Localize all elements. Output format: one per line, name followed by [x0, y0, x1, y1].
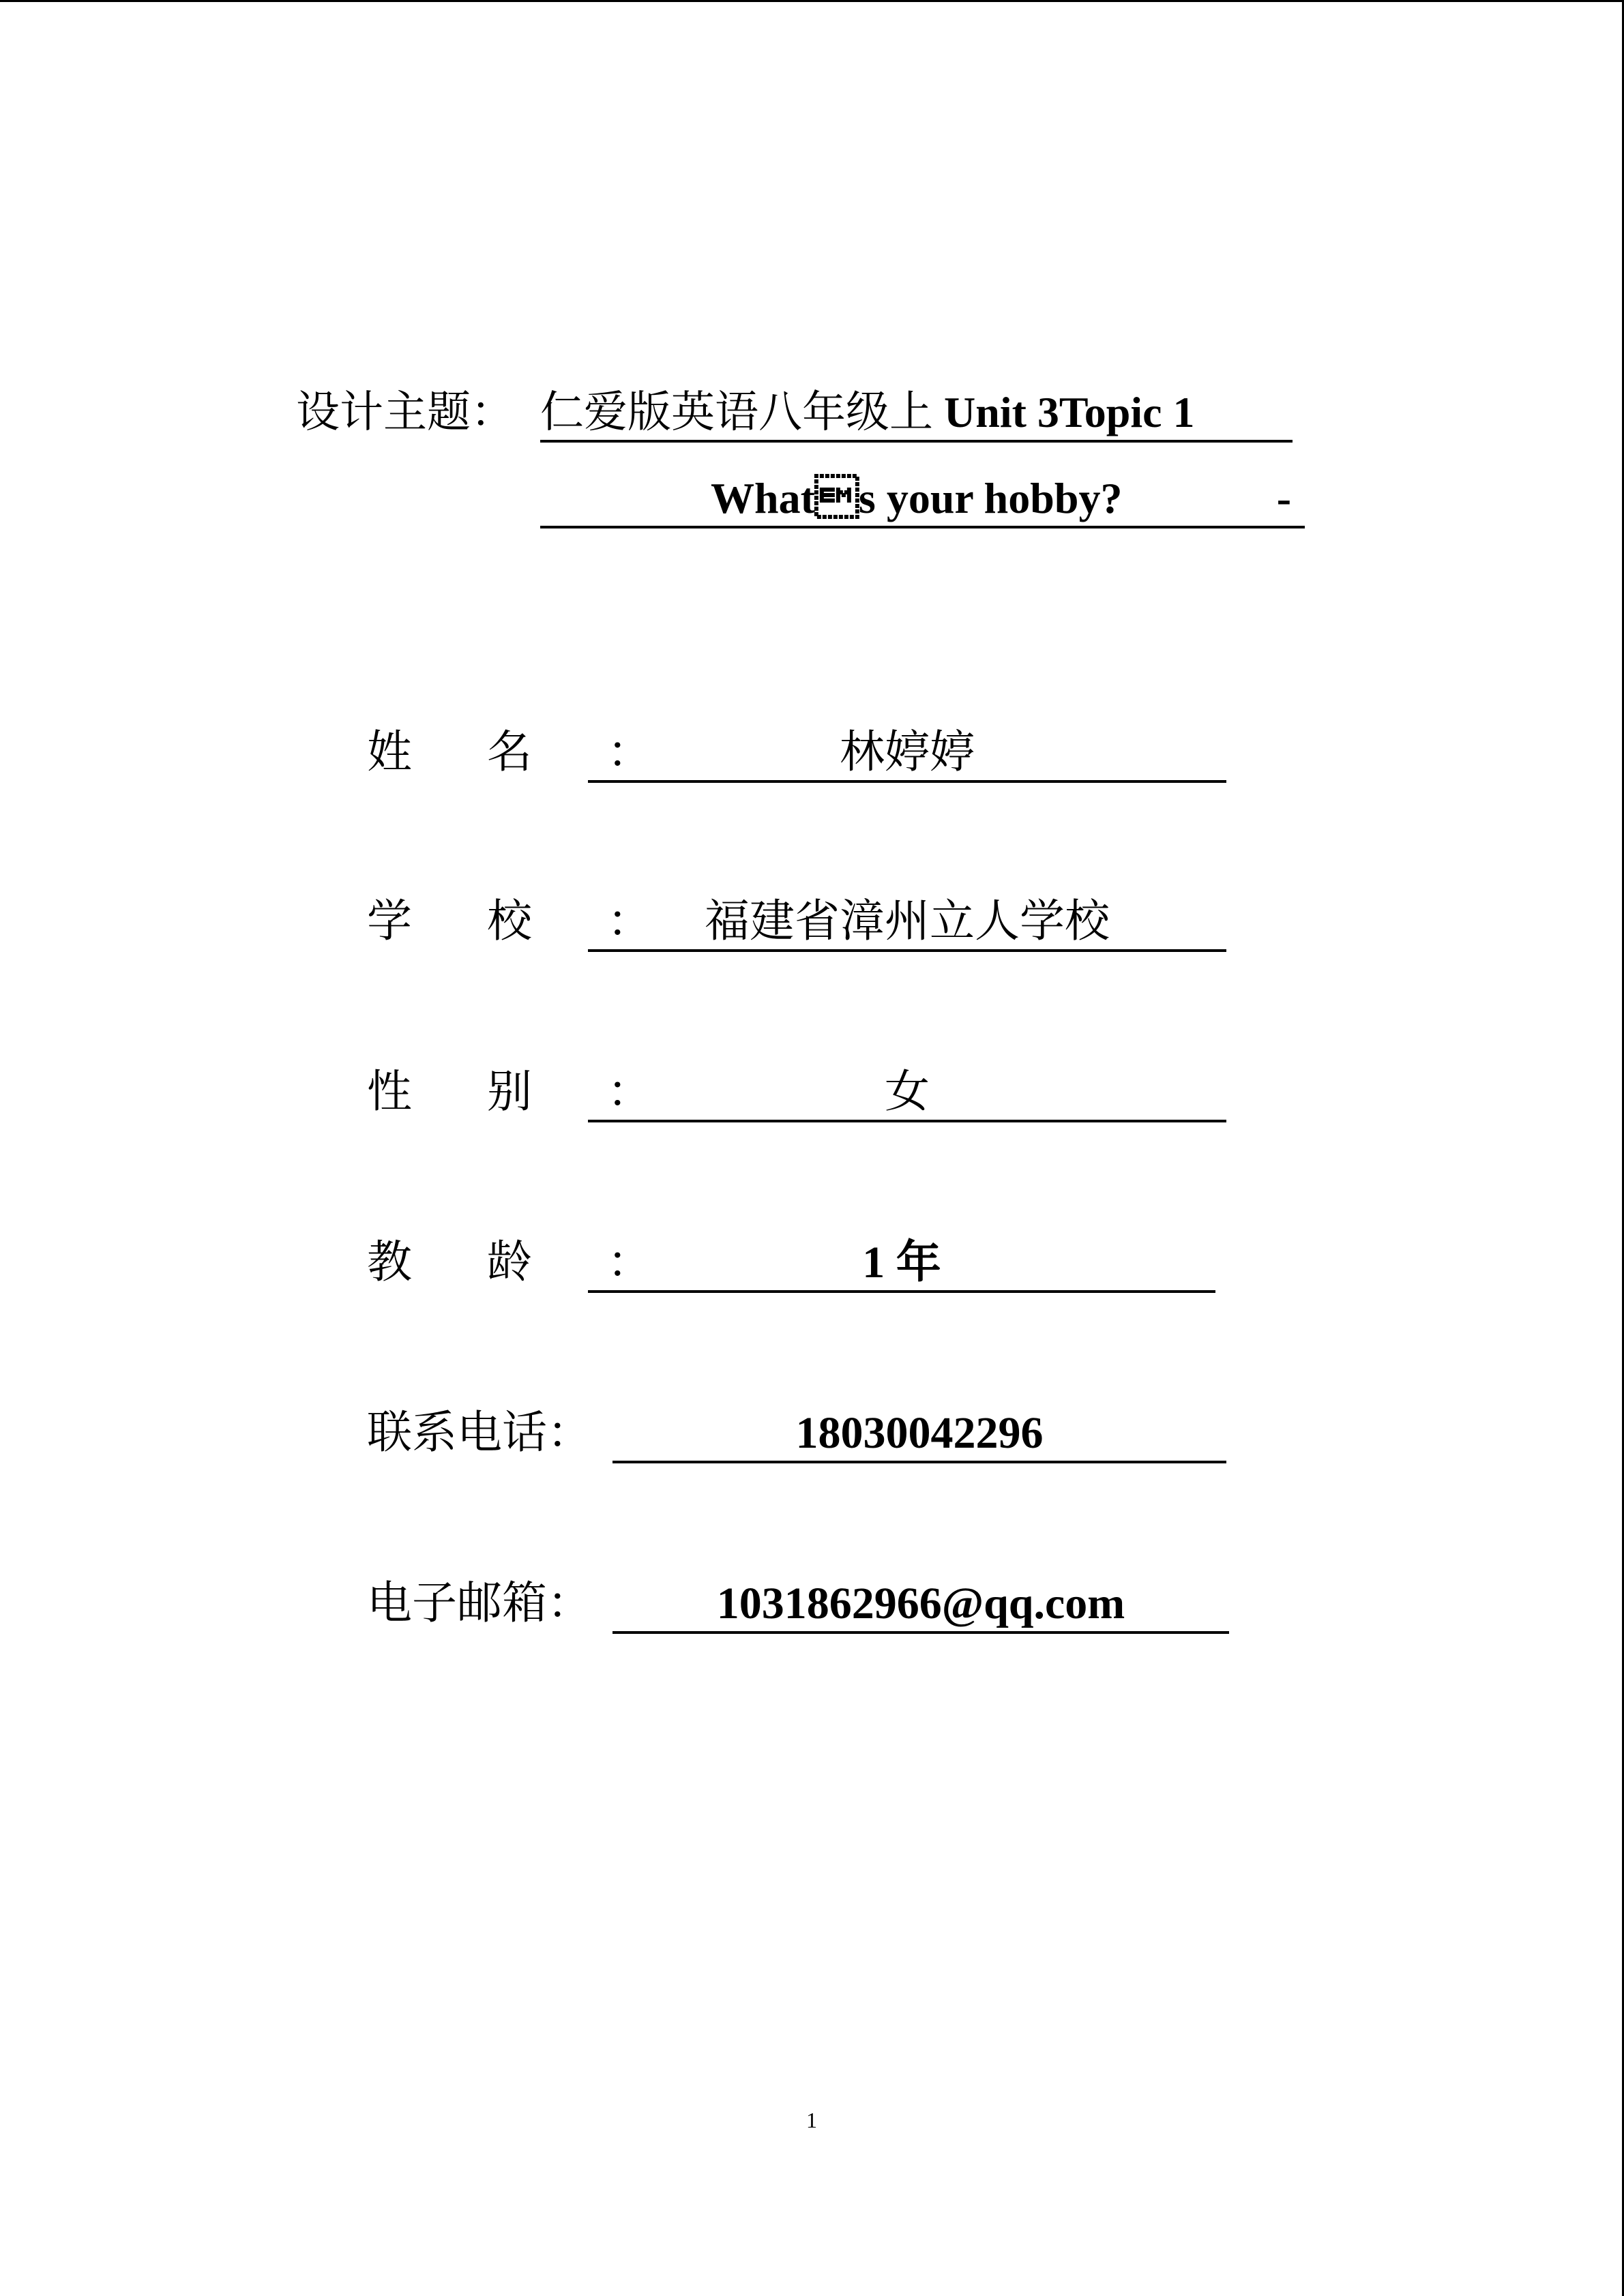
design-topic-value	[540, 385, 1293, 443]
field-value: 女	[588, 1061, 1226, 1122]
design-topic-en: Unit 3Topic 1	[933, 388, 1195, 436]
field-label: 学校：	[367, 895, 652, 947]
design-topic-cn: 仁爱版英语八年级上	[540, 387, 933, 438]
page-number: 1	[806, 2108, 817, 2132]
design-topic-subtitle: Whats your hobby?	[711, 474, 1123, 522]
design-topic-subtitle-tail: -	[1276, 474, 1291, 522]
field-value: 林婷婷	[588, 721, 1226, 783]
field-value: 18030042296	[612, 1402, 1226, 1463]
field-label: 电子邮箱：	[367, 1577, 592, 1629]
field-value: 福建省漳州立人学校	[588, 891, 1226, 952]
design-topic-subtitle-line	[540, 471, 1305, 528]
design-topic-label: 设计主题：	[296, 387, 514, 438]
field-label: 联系电话：	[367, 1406, 592, 1459]
field-label: 性别：	[367, 1065, 652, 1118]
field-label: 姓名：	[367, 726, 652, 778]
field-value: 1031862966@qq.com	[612, 1572, 1229, 1634]
field-label: 教龄：	[367, 1236, 652, 1288]
field-value: 1 年	[588, 1232, 1215, 1293]
